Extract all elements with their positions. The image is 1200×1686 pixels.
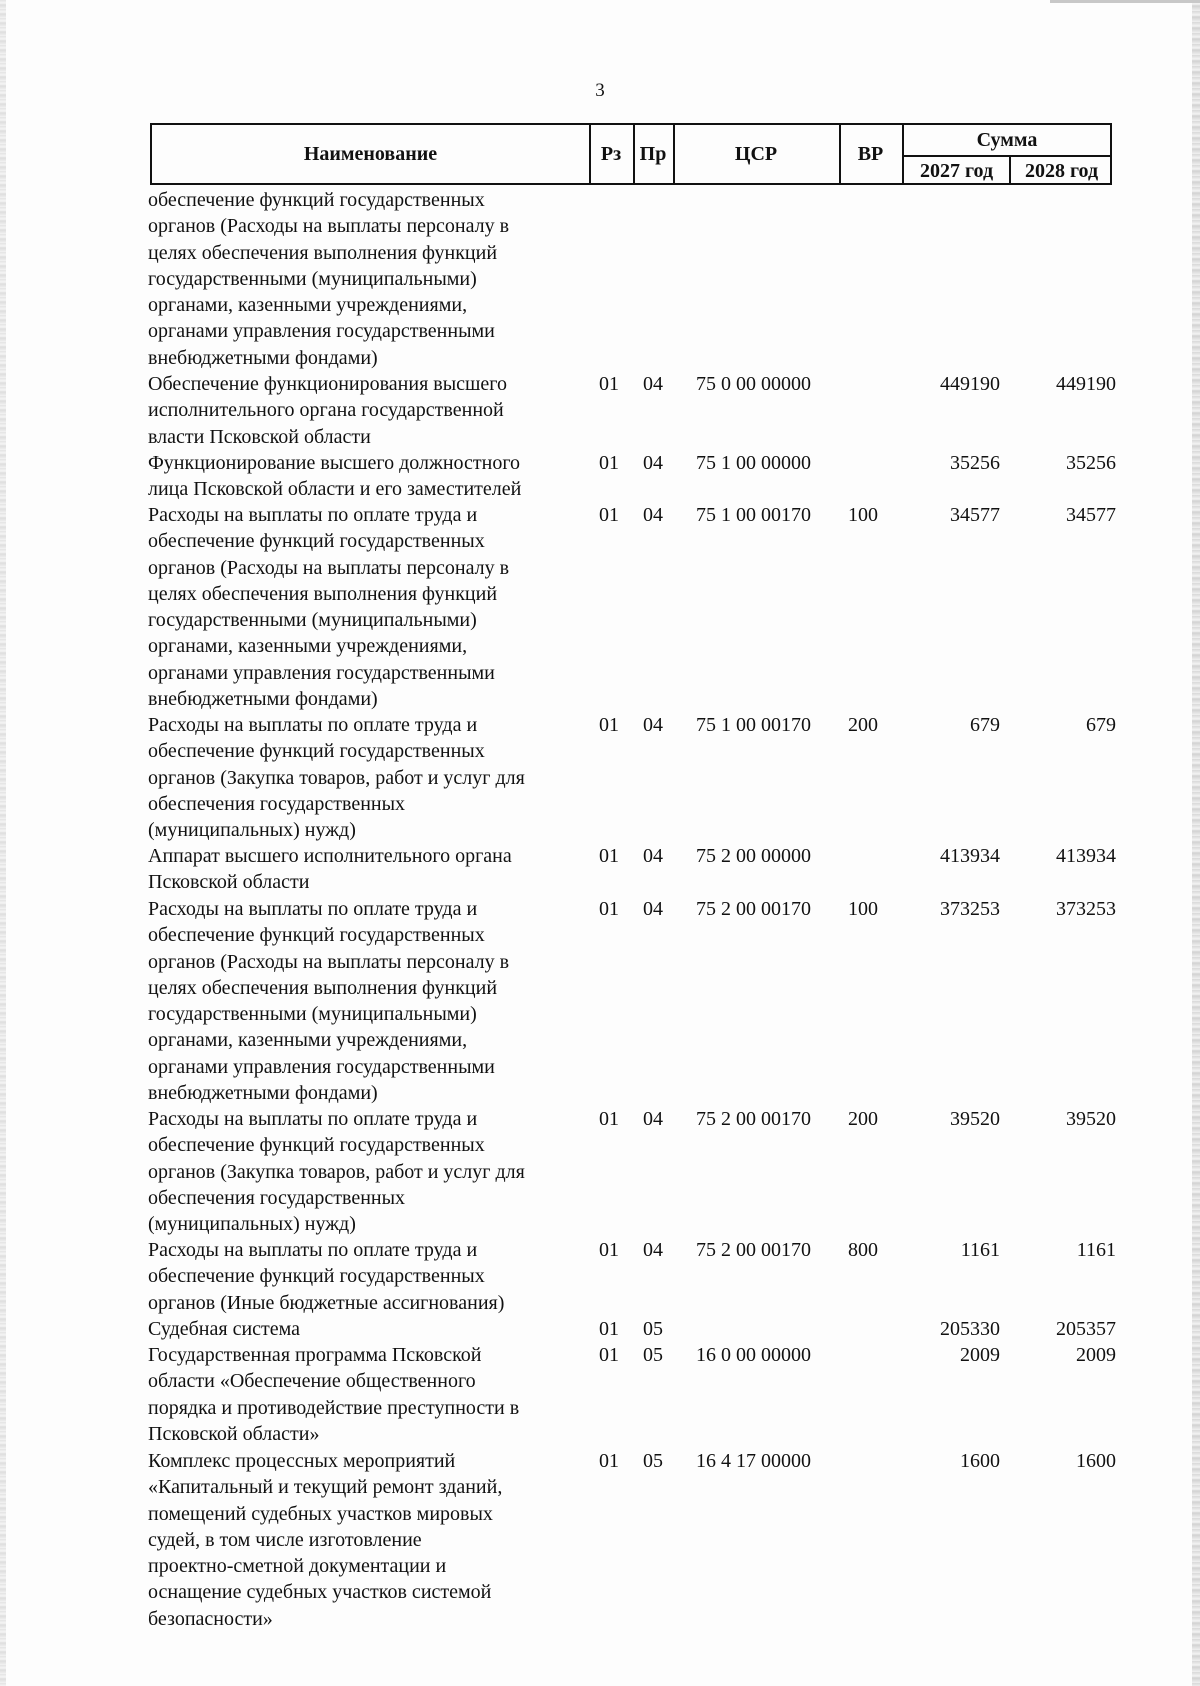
table-row [0,1237,1200,1316]
row-vr: 100 [848,898,878,920]
row-pr: 04 [643,373,663,395]
row-pr: 04 [643,898,663,920]
header-sum: Сумма [976,128,1038,151]
row-name: Расходы на выплаты по оплате труда и обеспечение функций государственных органов (Закупка товаров, работ и услуг для обеспечения государственных (муниципальных) нужд) [148,714,525,842]
header-year-2027: 2027 год [919,159,994,182]
row-sum-2027: 205330 [940,1318,1000,1340]
table-row [0,1106,1200,1237]
row-csr: 75 1 00 00170 [696,714,811,736]
row-sum-2027: 413934 [940,845,1000,867]
header-rz: Рз [600,142,622,165]
table-row [0,896,1200,1106]
row-vr: 100 [848,504,878,526]
row-name: Расходы на выплаты по оплате труда и обеспечение функций государственных органов (Закупка товаров, работ и услуг для обеспечения государственных (муниципальных) нужд) [148,1108,525,1236]
row-name: обеспечение функций государственных органов (Расходы на выплаты персоналу в целях обеспечения выполнения функций государственными (муниципальными) органами, казенными учреждениями, органами управления государственными внебюджетными фондами) [148,189,510,369]
row-pr: 04 [643,1108,663,1130]
header-vr: ВР [857,142,884,165]
row-name: Функционирование высшего должностного лица Псковской области и его заместителей [148,452,522,501]
row-sum-2028: 205357 [1056,1318,1116,1340]
row-name: Судебная система [148,1318,301,1340]
row-name: Обеспечение функционирования высшего исполнительного органа государственной власти Псковской области [148,373,508,448]
row-sum-2028: 1161 [1076,1239,1116,1261]
row-rz: 01 [599,714,619,736]
row-vr: 800 [848,1239,878,1261]
row-vr: 200 [848,714,878,736]
row-sum-2027: 373253 [940,898,1000,920]
row-csr: 75 2 00 00170 [696,898,811,920]
row-rz: 01 [599,373,619,395]
row-pr: 04 [643,714,663,736]
header-year-2028: 2028 год [1024,159,1099,182]
row-sum-2028: 39520 [1066,1108,1116,1130]
row-sum-2027: 1161 [960,1239,1000,1261]
table-row [0,712,1200,843]
row-csr: 75 2 00 00000 [696,845,811,867]
table-body [0,187,1200,1632]
row-csr: 75 1 00 00170 [696,504,811,526]
row-pr: 04 [643,504,663,526]
table-row [0,450,1200,502]
header-csr: ЦСР [734,142,778,165]
row-csr: 75 0 00 00000 [696,373,811,395]
row-name: Расходы на выплаты по оплате труда и обеспечение функций государственных органов (Иные бюджетные ассигнования) [148,1239,505,1314]
row-pr: 05 [643,1344,663,1366]
row-vr: 200 [848,1108,878,1130]
row-sum-2027: 1600 [960,1450,1000,1472]
row-sum-2028: 1600 [1076,1450,1116,1472]
row-sum-2028: 373253 [1056,898,1116,920]
row-csr: 16 4 17 00000 [696,1450,811,1472]
row-csr: 75 2 00 00170 [696,1108,811,1130]
table-row [0,502,1200,712]
row-name: Аппарат высшего исполнительного органа Псковской области [148,845,512,894]
row-sum-2027: 679 [970,714,1000,736]
row-pr: 04 [643,452,663,474]
row-rz: 01 [599,845,619,867]
row-name: Комплекс процессных мероприятий «Капитальный и текущий ремонт зданий, помещений судебных участков мировых судей, в том числе изготовление проектно-сметной документации и оснащение судебных участков системой безопасности» [148,1450,503,1630]
row-rz: 01 [599,504,619,526]
row-sum-2028: 413934 [1056,845,1116,867]
row-sum-2028: 34577 [1066,504,1116,526]
header-pr: Пр [639,142,667,165]
row-pr: 05 [643,1450,663,1472]
row-csr: 16 0 00 00000 [696,1344,811,1366]
row-pr: 05 [643,1318,663,1340]
header-name: Наименование [303,142,438,165]
row-sum-2028: 679 [1086,714,1116,736]
row-rz: 01 [599,1450,619,1472]
row-rz: 01 [599,1239,619,1261]
table-row [0,1316,1200,1342]
table-row [0,1342,1200,1448]
row-sum-2027: 449190 [940,373,1000,395]
table-row [0,371,1200,450]
row-sum-2027: 2009 [960,1344,1000,1366]
row-name: Расходы на выплаты по оплате труда и обеспечение функций государственных органов (Расходы на выплаты персоналу в целях обеспечения выполнения функций государственными (муниципальными) органами, казенными учреждениями, органами управления государственными внебюджетными фондами) [148,898,510,1105]
row-rz: 01 [599,1318,619,1340]
page-number: 3 [595,80,605,101]
row-name: Расходы на выплаты по оплате труда и обеспечение функций государственных органов (Расходы на выплаты персоналу в целях обеспечения выполнения функций государственными (муниципальными) органами, казенными учреждениями, органами управления государственными внебюджетными фондами) [148,504,510,711]
row-sum-2028: 449190 [1056,373,1116,395]
row-csr: 75 1 00 00000 [696,452,811,474]
row-rz: 01 [599,452,619,474]
row-sum-2027: 39520 [950,1108,1000,1130]
table-row [0,843,1200,896]
row-sum-2028: 35256 [1066,452,1116,474]
table-row [0,187,1200,371]
scan-edge-top [1050,0,1200,3]
row-pr: 04 [643,1239,663,1261]
table-header [150,123,1112,185]
row-rz: 01 [599,1344,619,1366]
table-row [0,1448,1200,1632]
row-rz: 01 [599,1108,619,1130]
row-sum-2027: 35256 [950,452,1000,474]
row-rz: 01 [599,898,619,920]
row-csr: 75 2 00 00170 [696,1239,811,1261]
row-pr: 04 [643,845,663,867]
row-name: Государственная программа Псковской области «Обеспечение общественного порядка и противодействие преступности в Псковской области» [148,1344,520,1445]
row-sum-2028: 2009 [1076,1344,1116,1366]
row-sum-2027: 34577 [950,504,1000,526]
